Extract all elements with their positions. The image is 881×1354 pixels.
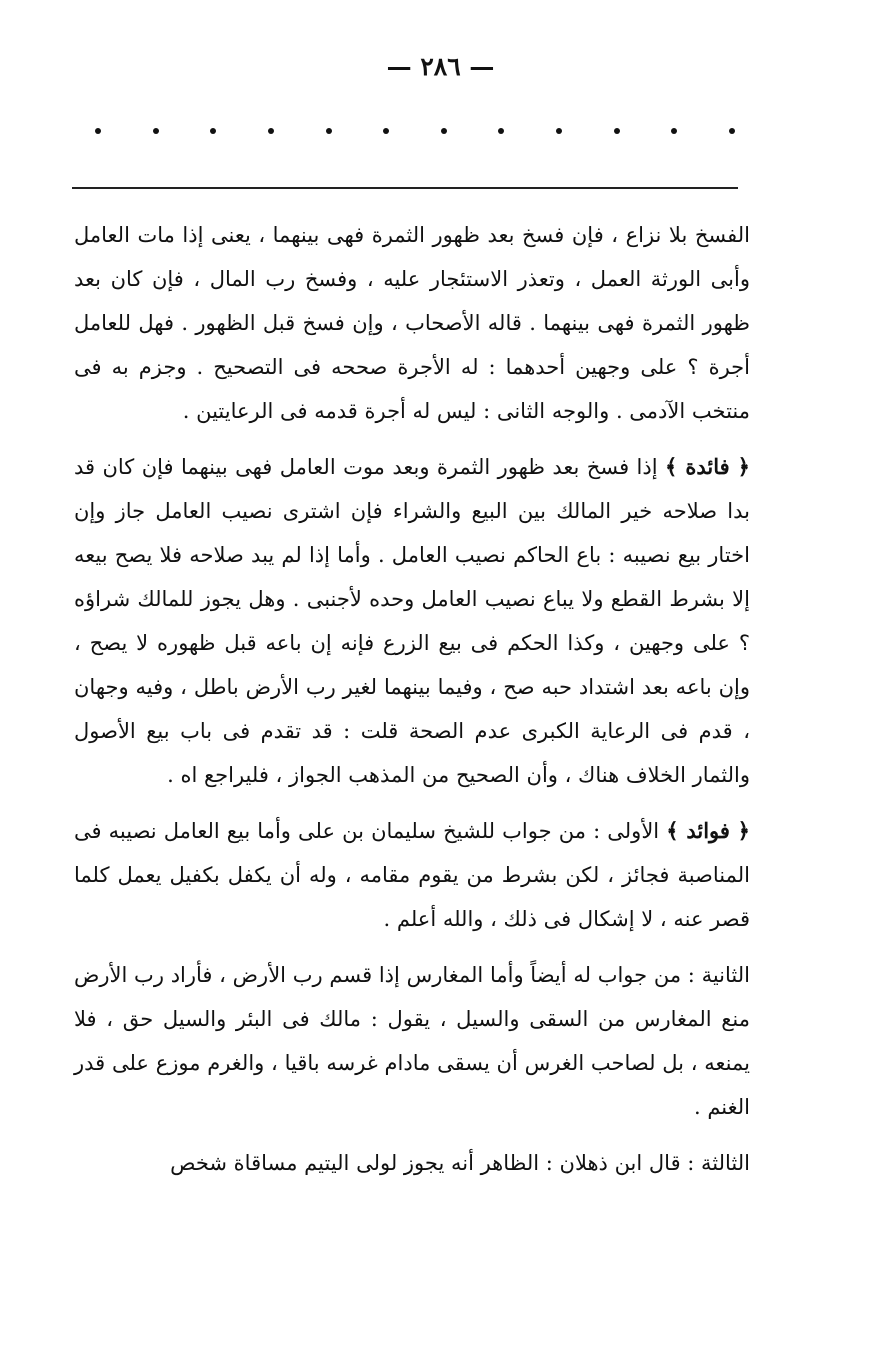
paragraph-1: [74, 213, 750, 433]
ornament-dot: [268, 128, 274, 134]
paragraph-heading: ﴿ فائدة ﴾: [664, 454, 750, 479]
paragraph-text: الأولى : من جواب للشيخ سليمان بن على وأما بيع العامل نصيبه فى المناصبة فجائز ، لكن بشرط من يقوم مقامه ، وله أن يكفل بكفيل يعمل كلما قصر عنه ، لا إشكال فى ذلك ، والله أعلم .: [74, 819, 750, 931]
header-rule: [72, 187, 738, 189]
ornament-dot: [153, 128, 159, 134]
paragraph-text: الفسخ بلا نزاع ، فإن فسخ بعد ظهور الثمرة فهى بينهما ، يعنى إذا مات العامل وأبى الورثة العمل ، وتعذر الاستئجار عليه ، وفسخ رب المال ، فإن كان بعد ظهور الثمرة فهى بينهما . قاله الأصحاب ، وإن فسخ قبل الظهور . فهل للعامل أجرة ؟ على وجهين أحدهما : له الأجرة صححه فى التصحيح . وجزم به فى منتخب الآدمى . والوجه الثانى : ليس له أجرة قدمه فى الرعايتين .: [74, 223, 750, 423]
paragraph-fa-ida: [74, 445, 750, 797]
paragraph-heading: ﴿ فوائد ﴾: [666, 818, 750, 843]
body-text: [74, 213, 750, 1197]
paragraph-text: الثانية : من جواب له أيضاً وأما المغارس إذا قسم رب الأرض ، فأراد رب الأرض منع المغارس من السقى والسيل ، يقول : مالك فى البئر والسيل حق ، فلا يمنعه ، بل لصاحب الغرس أن يسقى مادام غرسه باقيا ، والغرم موزع على قدر الغنم .: [74, 963, 750, 1119]
ornament-dot: [671, 128, 677, 134]
page-number: — ٢٨٦ —: [386, 52, 495, 81]
ornament-dot: [326, 128, 332, 134]
paragraph-second: [74, 953, 750, 1129]
ornament-dot: [441, 128, 447, 134]
paragraph-fawa-id: [74, 809, 750, 941]
paragraph-text: الثالثة : قال ابن ذهلان : الظاهر أنه يجوز لولى اليتيم مساقاة شخص: [170, 1151, 750, 1175]
ornament-dot-row: [95, 128, 735, 134]
ornament-dot: [556, 128, 562, 134]
ornament-dot: [95, 128, 101, 134]
ornament-dot: [729, 128, 735, 134]
ornament-dot: [498, 128, 504, 134]
ornament-dot: [210, 128, 216, 134]
ornament-dot: [383, 128, 389, 134]
paragraph-text: إذا فسخ بعد ظهور الثمرة وبعد موت العامل فهى بينهما فإن كان قد بدا صلاحه خير المالك بين البيع والشراء فإن اشترى نصيب العامل جاز وإن اختار بيع نصيبه : باع الحاكم نصيب العامل . وأما إذا لم يبد صلاحه فلا يصح بيعه إلا بشرط القطع ولا يباع نصيب العامل وحده لأجنبى . وهل يجوز للمالك شراؤه ؟ على وجهين ، وكذا الحكم فى بيع الزرع فإنه إن باعه قبل ظهوره لا يصح ، وإن باعه بعد اشتداد حبه صح ، وفيما بينهما لغير رب الأرض باطل ، وفيه وجهان ، قدم فى الرعاية الكبرى عدم الصحة قلت : قد تقدم فى باب بيع الأصول والثمار الخلاف هناك ، وأن الصحيح من المذهب الجواز ، فليراجع اه .: [74, 455, 750, 787]
paragraph-third: [74, 1141, 750, 1185]
ornament-dot: [614, 128, 620, 134]
